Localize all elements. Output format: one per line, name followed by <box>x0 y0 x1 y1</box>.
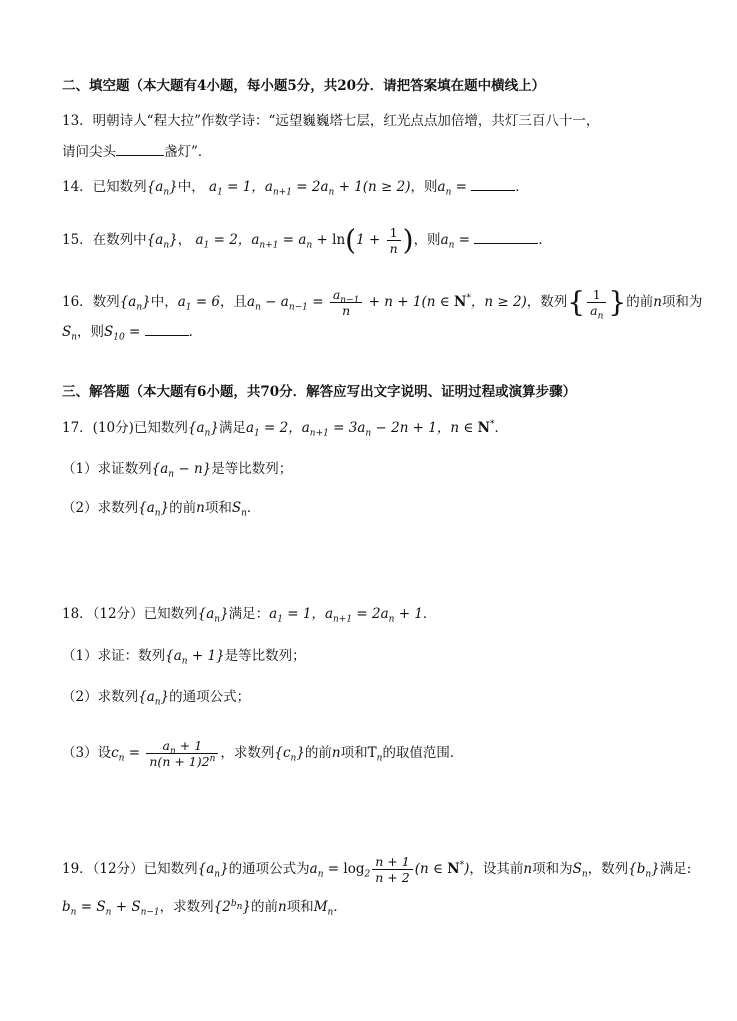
q15-target: $a_n$ = <box>440 232 475 251</box>
q18-part1 <box>62 646 306 666</box>
q18-p3-mid: ，求数列 <box>220 745 275 761</box>
q18-p3-text: （3）设 <box>62 745 112 761</box>
q19-mn: $M_n$ <box>313 899 334 918</box>
q18-part2 <box>62 687 250 707</box>
q17-p2-mid: 的前 <box>169 500 197 516</box>
q17-p2-text: （2）求数列 <box>62 500 139 516</box>
q16-recurrence: $a_n - a_{n-1}$ = $\frac{a_{n-1}}{n}$ + n + 1(n ∈ N*，n ≥ 2) <box>247 287 527 318</box>
q19-sum: 项和为 <box>532 861 573 877</box>
q14-mid: 中， <box>177 179 205 195</box>
q14-target: $a_n$ = <box>437 179 472 198</box>
q18-p2-seq: $\{a_n\}$ <box>138 689 170 708</box>
q16-line2-text: ，则 <box>77 324 105 340</box>
q18-p3-tail: 的取值范围． <box>382 745 464 761</box>
q16-tail2: 的前 <box>626 294 654 310</box>
q18-stem-text: 18．（12分）已知数列 <box>62 606 198 622</box>
q13-line1: 13．明朝诗人“程大拉”作数学诗：“远望巍巍塔七层，红光点点加倍增，共灯三百八十一， <box>62 113 600 129</box>
q19-line2-mid: 的前 <box>250 899 278 915</box>
q16-line2: $S_n$，则$S_{10}$ = ． <box>62 324 203 343</box>
q19-an-formula: $a_n = \log_2$ $\frac{n + 1}{n + 2}$ (n ∈ N*) <box>309 854 470 885</box>
q17-satisfy: 满足 <box>218 420 246 436</box>
q19-line2-text: ，求数列 <box>159 899 214 915</box>
q19-bn-formula: $b_n = S_n + S_{n-1}$ <box>62 899 160 918</box>
q15-answer-blank <box>474 231 538 244</box>
q19-seq-text: ，数列 <box>587 861 629 877</box>
q18-conditions: $a_1 = 1$，$a_{n+1} = 2a_n + 1$ <box>269 606 423 625</box>
q19-seq: $\{a_n\}$ <box>197 861 229 880</box>
q14-seq: $\{a_n\}$ <box>146 179 178 198</box>
q16-line1: 16．数列$\{a_n\}$中，$a_1 = 6$，且$a_n - a_{n-1}$ = $\frac{a_{n-1}}{n}$ + n + 1(n ∈ N*，n ≥ 2)，数列{ $\frac{1}{a_n}$ }的前n项和为 <box>62 285 703 322</box>
q13-answer-blank <box>116 143 164 156</box>
q16-prefix: 16．数列 <box>62 294 120 310</box>
q15-line: 15．在数列中$\{a_n\}$， $a_1 = 2$，$a_{n+1} = a_n + \ln(1$ + $\frac{1}{n}$ )，则$a_n$ = ． <box>62 223 552 257</box>
q18-seq: $\{a_n\}$ <box>197 606 229 625</box>
q18-p2-text: （2）求数列 <box>62 689 139 705</box>
q18-p2-tail: 的通项公式； <box>169 689 251 705</box>
q17-p2-tail: 项和 <box>204 500 232 516</box>
q18-p1-text: （1）求证：数列 <box>62 648 166 664</box>
q17-stem-text: 17．(10分)已知数列 <box>62 420 188 436</box>
q17-p1-tail: 是等比数列； <box>211 461 293 477</box>
q16-and: ，且 <box>220 294 248 310</box>
q13-line2 <box>62 142 211 162</box>
q16-answer-blank <box>145 323 189 336</box>
q18-p1-seq: $\{a_n + 1\}$ <box>165 648 225 667</box>
section2-heading: 二、填空题（本大题有4小题，每小题5分，共20分．请把答案填在题中横线上） <box>62 78 546 94</box>
q19-line2: $b_n = S_n + S_{n-1}$，求数列$\{2^{b_n}\}$的前n项和$M_n$． <box>62 898 347 918</box>
q13-text-b: 盏灯”． <box>164 144 212 160</box>
q18-p3-mid2: 的前 <box>304 745 332 761</box>
q14-answer-blank <box>471 178 515 191</box>
q19-stem-text: 19．（12分）已知数列 <box>62 861 198 877</box>
q19-bn-seq: $\{b_n\}$ <box>628 861 660 880</box>
q18-p3-mid3: 项和 <box>340 745 368 761</box>
q18-part3: （3）设$c_n$ = $\frac{a_n + 1}{n(n + 1)2^n}$ ，求数列$\{c_n\}$的前n项和$T_n$的取值范围． <box>62 738 464 769</box>
q17-stem: 17．(10分)已知数列$\{a_n\}$满足$a_1 = 2$，$a_{n+1} = 3a_n - 2n + 1$，n ∈ N*． <box>62 419 508 439</box>
q19-set: ，设其前 <box>469 861 524 877</box>
q19-satisfy: 满足: <box>659 861 692 877</box>
q15-then: ，则 <box>413 232 441 248</box>
q13-text-a: 请问尖头 <box>62 144 116 160</box>
q16-tail: ，数列 <box>526 294 568 310</box>
q16-recip-seq: { $\frac{1}{a_n}$ } <box>567 285 627 322</box>
q15-conditions: $a_1 = 2$，$a_{n+1} = a_n + \ln(1$ + $\frac{1}{n}$ ) <box>195 223 414 257</box>
q19-line2-tail: 项和 <box>286 899 314 915</box>
q15-seq: $\{a_n\}$ <box>146 232 178 251</box>
q19-line1: 19．（12分）已知数列$\{a_n\}$的通项公式为$a_n = \log_2$ $\frac{n + 1}{n + 2}$ (n ∈ N*)，设其前n项和为$S_n$，数列$\{b_n\}$满足: <box>62 854 692 885</box>
q15-prefix: 15．在数列中 <box>62 232 147 248</box>
q16-sn: $S_n$ <box>62 324 78 343</box>
q16-seq: $\{a_n\}$ <box>119 294 151 313</box>
q16-a1: $a_1 = 6$ <box>177 294 221 313</box>
q18-cn-seq: $\{c_n\}$ <box>274 745 305 764</box>
q18-cn-formula: $c_n$ = $\frac{a_n + 1}{n(n + 1)2^n}$ <box>111 745 220 761</box>
q18-stem: 18．（12分）已知数列$\{a_n\}$满足：$a_1 = 1$，$a_{n+1} = 2a_n + 1$． <box>62 606 437 625</box>
q17-p1-text: （1）求证数列 <box>62 461 152 477</box>
q17-p1-seq: $\{a_n - n\}$ <box>151 461 212 480</box>
q17-conditions: $a_1 = 2$，$a_{n+1} = 3a_n - 2n + 1$，n ∈ N* <box>245 419 495 439</box>
q17-p2-seq: $\{a_n\}$ <box>138 500 170 519</box>
q17-part1 <box>62 459 292 479</box>
q16-mid: 中， <box>150 294 178 310</box>
q14-conditions: $a_1 = 1$，$a_{n+1} = 2a_n + 1(n \ge 2)$ <box>209 179 411 198</box>
q19-2bn-seq: $\{2^{b_n}\}$ <box>213 898 251 915</box>
q14-then: ，则 <box>410 179 438 195</box>
q19-formula-text: 的通项公式为 <box>228 861 310 877</box>
q18-satisfy: 满足： <box>228 606 270 622</box>
q16-tail3: 项和为 <box>661 294 703 310</box>
q17-seq: $\{a_n\}$ <box>187 420 219 439</box>
q14-prefix: 14．已知数列 <box>62 179 147 195</box>
q18-tn: $T_n$ <box>367 745 383 764</box>
q19-sn: $S_n$ <box>572 861 588 880</box>
q17-sn: $S_n$ <box>231 500 247 519</box>
q18-p1-tail: 是等比数列； <box>224 648 306 664</box>
q16-target: $S_{10}$ = <box>104 324 145 343</box>
section3-heading: 三、解答题（本大题有6小题，共70分．解答应写出文字说明、证明过程或演算步骤） <box>62 384 577 400</box>
q14-line: 14．已知数列$\{a_n\}$中， $a_1 = 1$，$a_{n+1} = 2a_n + 1(n \ge 2)$，则$a_n$ = ． <box>62 179 529 198</box>
q17-part2: （2）求数列$\{a_n\}$的前n项和$S_n$． <box>62 500 261 519</box>
